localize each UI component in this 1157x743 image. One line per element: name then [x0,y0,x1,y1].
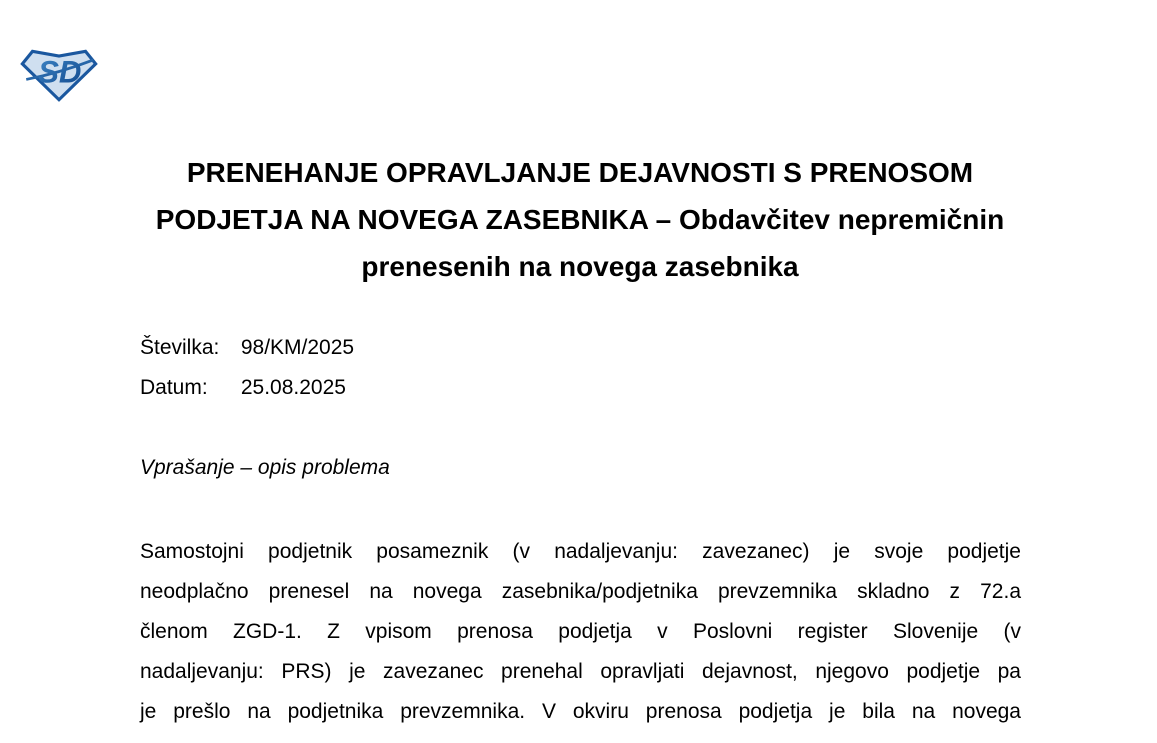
meta-row-number [140,328,354,368]
document-title-line: PRENEHANJE OPRAVLJANJE DEJAVNOSTI S PRENOSOM [186,157,974,188]
sd-shield-logo [20,46,98,102]
date-label: Datum: [140,376,208,399]
logo-letters: SD [38,54,82,90]
body-line: Samostojni podjetnik posameznik (v nadaljevanju: zavezanec) je svoje podjetje [140,540,1021,563]
number-label: Številka: [140,336,220,359]
document-title-line: prenesenih na novega zasebnika [361,251,799,282]
body-line: nadaljevanju: PRS) je zavezanec prenehal opravljati dejavnost, njegovo podjetje pa [140,660,1021,683]
body-line: členom ZGD-1. Z vpisom prenosa podjetja v Poslovni register Slovenije (v [140,620,1021,643]
number-value: 98/KM/2025 [240,336,355,359]
document-title-line: PODJETJA NA NOVEGA ZASEBNIKA – Obdavčitev nepremičnin [155,204,1005,235]
date-value: 25.08.2025 [240,376,346,399]
document-meta [140,328,354,408]
body-paragraph [140,532,1021,732]
body-line: je prešlo na podjetnika prevzemnika. V okviru prenosa podjetja je bila na novega [140,700,1021,723]
body-line: neodplačno prenesel na novega zasebnika/podjetnika prevzemnika skladno z 72.a [140,580,1021,603]
meta-row-date [140,368,354,408]
document-title [140,149,1020,290]
section-heading: Vprašanje – opis problema [140,456,390,479]
